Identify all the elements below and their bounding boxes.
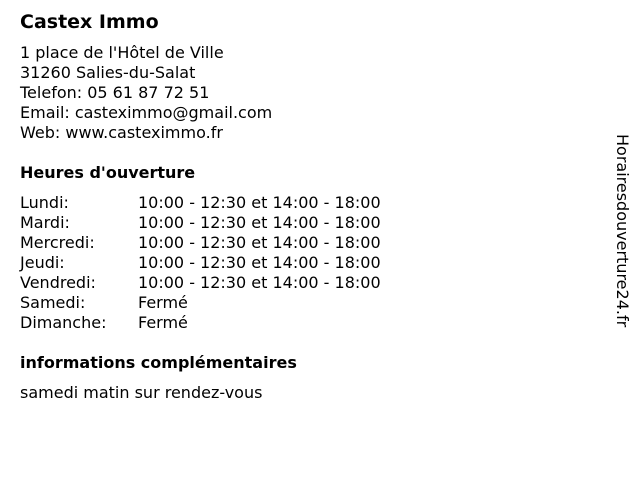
day-label: Jeudi: — [20, 253, 65, 272]
hours-row-wednesday — [20, 233, 381, 253]
email-address[interactable]: Email: casteximmo@gmail.com — [20, 103, 273, 122]
hours-row-monday — [20, 193, 381, 213]
day-label: Mercredi: — [20, 233, 95, 252]
time-value: Fermé — [138, 293, 188, 312]
website-link[interactable]: Web: www.casteximmo.fr — [20, 123, 223, 142]
day-label: Vendredi: — [20, 273, 96, 292]
time-value: Fermé — [138, 313, 188, 332]
hours-row-tuesday — [20, 213, 381, 233]
address-street: 1 place de l'Hôtel de Ville — [20, 43, 224, 62]
day-label: Dimanche: — [20, 313, 107, 332]
time-value: 10:00 - 12:30 et 14:00 - 18:00 — [138, 193, 381, 212]
opening-hours-table — [20, 193, 381, 333]
phone-number[interactable]: Telefon: 05 61 87 72 51 — [20, 83, 210, 102]
time-value: 10:00 - 12:30 et 14:00 - 18:00 — [138, 233, 381, 252]
hours-row-saturday — [20, 293, 381, 313]
day-label: Lundi: — [20, 193, 69, 212]
time-value: 10:00 - 12:30 et 14:00 - 18:00 — [138, 253, 381, 272]
business-name: Castex Immo — [20, 11, 159, 33]
day-label: Samedi: — [20, 293, 86, 312]
hours-row-thursday — [20, 253, 381, 273]
site-watermark: Horairesdouverture24.fr — [613, 134, 632, 328]
day-label: Mardi: — [20, 213, 70, 232]
contact-block — [20, 43, 272, 143]
time-value: 10:00 - 12:30 et 14:00 - 18:00 — [138, 273, 381, 292]
address-city: 31260 Salies-du-Salat — [20, 63, 196, 82]
hours-row-friday — [20, 273, 381, 293]
opening-hours-heading: Heures d'ouverture — [20, 163, 196, 182]
time-value: 10:00 - 12:30 et 14:00 - 18:00 — [138, 213, 381, 232]
additional-info-heading: informations complémentaires — [20, 353, 297, 372]
additional-info-text: samedi matin sur rendez-vous — [20, 383, 263, 402]
hours-row-sunday — [20, 313, 381, 333]
